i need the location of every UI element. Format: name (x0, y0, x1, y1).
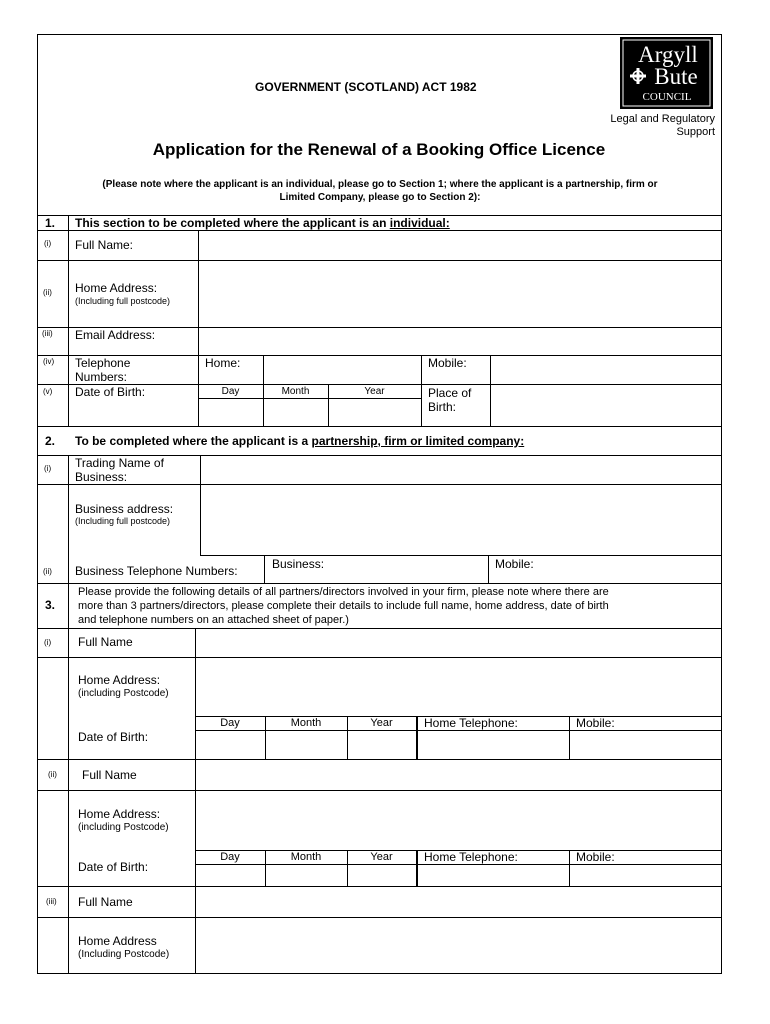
partner1-mobile-label: Mobile: (576, 716, 615, 730)
partner1-home-tel-label: Home Telephone: (424, 716, 518, 730)
business-mobile-label: Mobile: (495, 557, 534, 571)
logo-text-2: Bute (654, 64, 698, 89)
logo-text-3: COUNCIL (642, 91, 692, 103)
place-of-birth-input[interactable] (491, 385, 721, 426)
place-of-birth-label-1: Place of (428, 386, 472, 400)
partner1-mobile-input[interactable] (570, 731, 721, 759)
email-input[interactable] (199, 328, 721, 355)
partner3-home-address-input[interactable] (196, 918, 721, 973)
section2-number: 2. (45, 434, 56, 448)
mobile-phone-label: Mobile: (428, 356, 467, 370)
telephone-label-1: Telephone (75, 356, 131, 370)
note-line-1: (Please note where the applicant is an individual, please go to Section 1; where the applicant is a partnership, firm or (102, 179, 658, 190)
act-title: GOVERNMENT (SCOTLAND) ACT 1982 (255, 80, 477, 94)
partner2-mobile-input[interactable] (570, 865, 721, 886)
partner3-full-name-label: Full Name (78, 895, 133, 909)
partner1-day-label: Day (220, 717, 240, 729)
business-phone-label: Business: (272, 557, 325, 571)
partner1-month-label: Month (290, 717, 322, 729)
dob-day-label: Day (221, 386, 240, 397)
partner2-mobile-label: Mobile: (576, 850, 615, 864)
row-i-label: (i) (44, 239, 52, 248)
partner1-home-tel-input[interactable] (418, 731, 569, 759)
row-ii-label: (ii) (43, 288, 52, 297)
trading-name-input[interactable] (201, 456, 721, 484)
section3-number: 3. (45, 598, 56, 612)
partner1-year-label: Year (370, 717, 393, 729)
partner2-home-address-label: Home Address: (78, 807, 161, 821)
partner3-home-address-label: Home Address (78, 934, 157, 948)
sec2-row-i-label: (i) (44, 464, 52, 473)
section3-text-1: Please provide the following details of all partners/directors involved in your firm, please note where there are (78, 586, 609, 598)
section1-number: 1. (45, 216, 56, 230)
home-phone-input[interactable] (264, 356, 421, 384)
partner3-full-name-input[interactable] (196, 887, 721, 917)
business-address-sub: (Including full postcode) (75, 516, 171, 526)
partner2-dob-label: Date of Birth: (78, 860, 149, 874)
partner2-dob-day-input[interactable] (196, 865, 265, 886)
partner1-full-name-label: Full Name (78, 635, 133, 649)
sec3-row-i-label: (i) (44, 638, 52, 647)
partner2-day-label: Day (220, 851, 240, 863)
council-logo-art (620, 37, 713, 109)
section3-text-2: more than 3 partners/directors, please complete their details to include full name, home address, date of birth (78, 600, 609, 612)
dob-month-label: Month (281, 386, 310, 397)
home-address-sub: (Including full postcode) (75, 296, 171, 306)
home-address-input[interactable] (199, 261, 721, 327)
home-address-label: Home Address: (75, 281, 158, 295)
dob-day-input[interactable] (199, 399, 263, 426)
full-name-label: Full Name: (75, 238, 134, 252)
trading-name-label-1: Trading Name of (75, 456, 164, 470)
note-line-2: Limited Company, please go to Section 2): (279, 192, 481, 203)
page-title: Application for the Renewal of a Booking Office Licence (152, 140, 606, 159)
section3-text-3: and telephone numbers on an attached sheet of paper.) (78, 614, 349, 626)
trading-name-label-2: Business: (75, 470, 128, 484)
partner1-full-name-input[interactable] (196, 629, 721, 657)
section2-heading: To be completed where the applicant is a partnership, firm or limited company: (75, 434, 525, 448)
partner2-home-tel-label: Home Telephone: (424, 850, 518, 864)
section1-heading: This section to be completed where the applicant is an individual: (75, 216, 450, 230)
home-phone-label: Home: (205, 356, 241, 370)
business-mobile-input[interactable] (489, 570, 721, 583)
partner1-postcode-note: (including Postcode) (78, 688, 169, 699)
partner2-year-label: Year (370, 851, 393, 863)
dob-year-label: Year (364, 386, 385, 397)
row-iv-label: (iv) (43, 357, 55, 366)
partner2-home-tel-input[interactable] (418, 865, 569, 886)
partner2-full-name-input[interactable] (196, 760, 721, 790)
telephone-label-2: Numbers: (75, 370, 128, 384)
dob-month-input[interactable] (264, 399, 328, 426)
partner2-dob-year-input[interactable] (348, 865, 416, 886)
partner1-dob-month-input[interactable] (266, 731, 347, 759)
full-name-input[interactable] (199, 231, 721, 260)
email-label: Email Address: (75, 328, 156, 342)
partner1-dob-year-input[interactable] (348, 731, 416, 759)
business-address-label: Business address: (75, 502, 174, 516)
partner2-home-address-input[interactable] (196, 791, 721, 850)
row-v-label: (v) (43, 387, 53, 396)
place-of-birth-label-2: Birth: (428, 400, 457, 414)
partner2-dob-month-input[interactable] (266, 865, 347, 886)
sec3-row-iii-label: (iii) (46, 897, 57, 906)
logo-text-1: Argyll (638, 42, 698, 67)
council-logo (620, 37, 713, 109)
dept-line-1: Legal and Regulatory (610, 113, 715, 125)
partner1-dob-day-input[interactable] (196, 731, 265, 759)
partner3-postcode-note: (Including Postcode) (78, 949, 170, 960)
partner2-full-name-label: Full Name (82, 768, 137, 782)
business-tel-label: Business Telephone Numbers: (75, 564, 238, 578)
business-phone-input[interactable] (265, 570, 488, 583)
partner1-home-address-input[interactable] (196, 658, 721, 716)
sec3-row-ii-label: (ii) (48, 770, 57, 779)
partner1-dob-label: Date of Birth: (78, 730, 149, 744)
partner2-month-label: Month (290, 851, 322, 863)
celtic-cross-icon (630, 68, 646, 84)
partner2-postcode-note: (including Postcode) (78, 822, 169, 833)
mobile-phone-input[interactable] (491, 356, 721, 384)
row-iii-label: (iii) (42, 329, 53, 338)
sec2-row-ii-label: (ii) (43, 567, 52, 576)
dob-label: Date of Birth: (75, 385, 146, 399)
dept-line-2: Support (676, 126, 715, 138)
dob-year-input[interactable] (329, 399, 421, 426)
business-address-input[interactable] (201, 485, 721, 555)
partner1-home-address-label: Home Address: (78, 673, 161, 687)
